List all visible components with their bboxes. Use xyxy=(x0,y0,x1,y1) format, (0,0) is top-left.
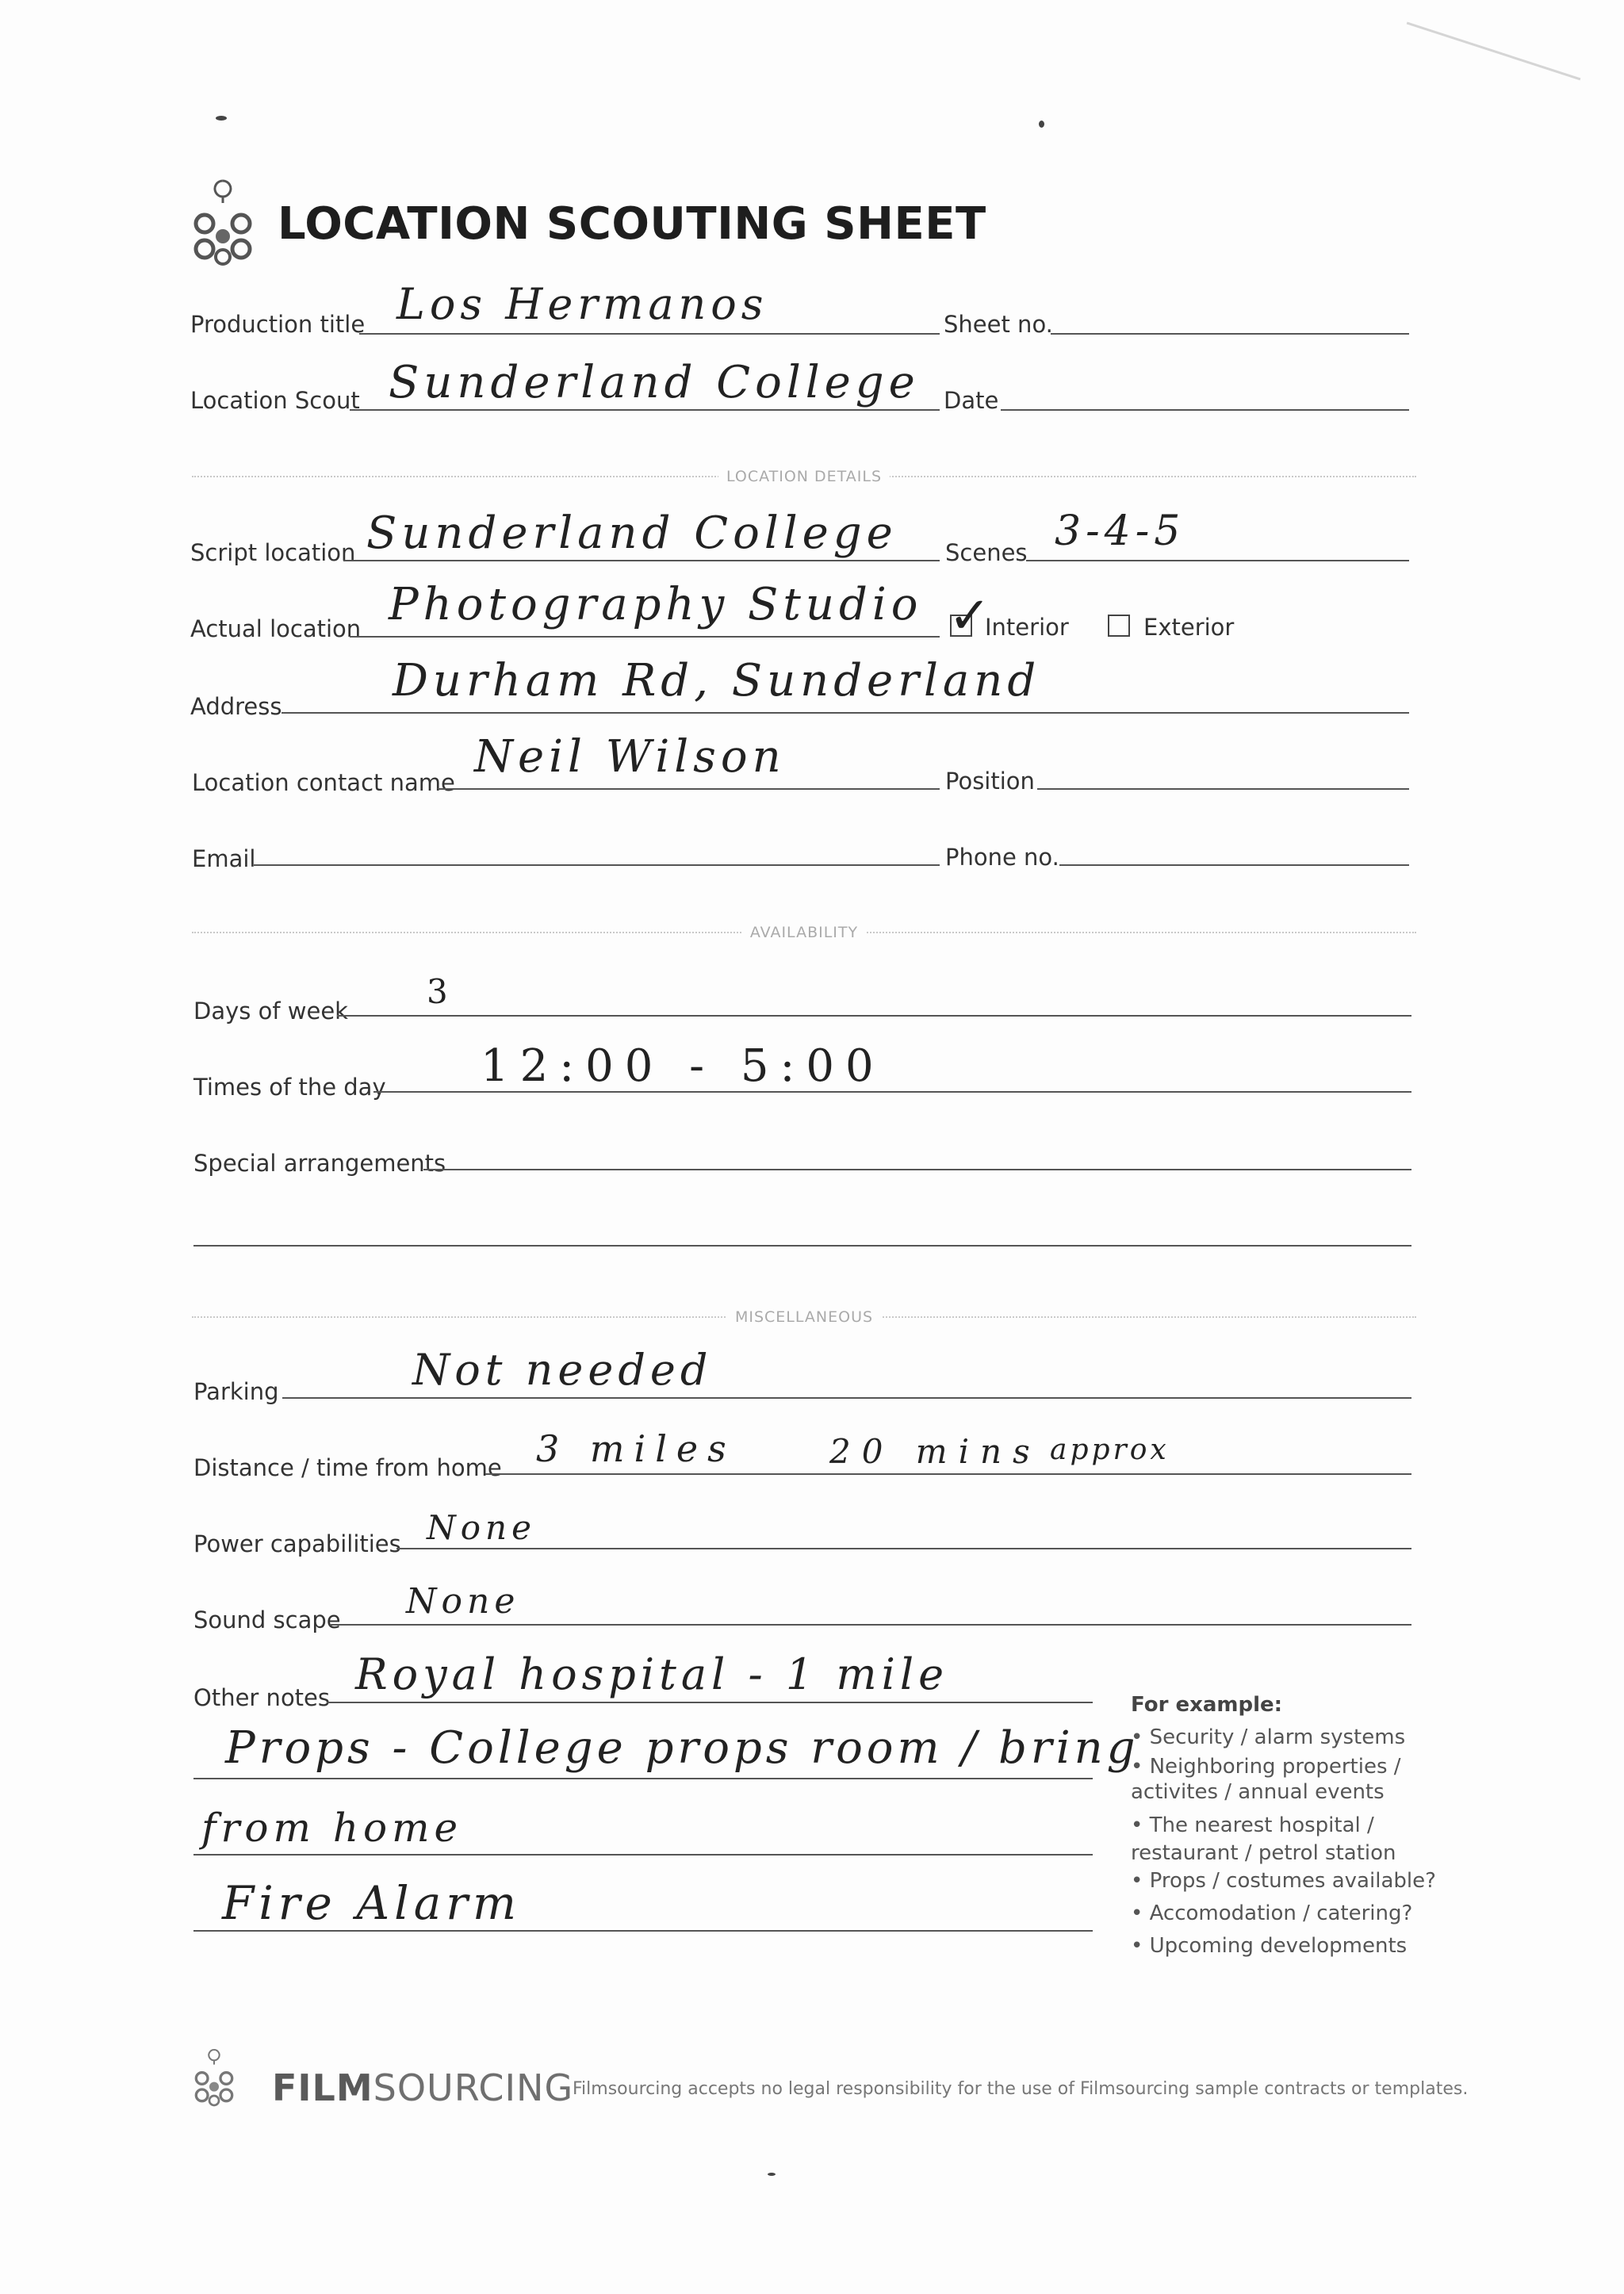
soundscape-label: Sound scape xyxy=(193,1607,341,1633)
date-label: Date xyxy=(944,387,999,414)
footer-brand xyxy=(272,2066,573,2109)
other-notes-line-4-value[interactable]: Fire Alarm xyxy=(222,1876,522,1930)
days-of-week-value[interactable]: 3 xyxy=(427,972,453,1011)
actual-location-value[interactable]: Photography Studio xyxy=(389,579,923,630)
sheet-no-label: Sheet no. xyxy=(944,311,1053,338)
section-title-availability: AVAILABILITY xyxy=(742,924,866,941)
date-line[interactable] xyxy=(1001,409,1409,411)
script-location-value[interactable]: Sunderland College xyxy=(366,507,898,559)
production-title-value[interactable]: Los Hermanos xyxy=(396,279,768,329)
examples-item: • Neighboring properties / xyxy=(1131,1755,1401,1779)
position-label: Position xyxy=(945,768,1035,795)
sheet-no-line[interactable] xyxy=(1051,333,1409,335)
address-line xyxy=(282,712,1409,714)
examples-item: • Accomodation / catering? xyxy=(1131,1901,1413,1925)
parking-line xyxy=(282,1397,1411,1399)
other-notes-line-2-value[interactable]: Props - College props room / bring xyxy=(225,1722,1139,1774)
address-label: Address xyxy=(190,693,282,720)
phone-label: Phone no. xyxy=(945,844,1059,871)
production-title-label: Production title xyxy=(190,311,366,338)
footer-logo-icon xyxy=(190,2044,238,2112)
other-notes-line-3-value[interactable]: from home xyxy=(201,1805,463,1851)
production-title-line xyxy=(359,333,940,335)
special-arrangements-label: Special arrangements xyxy=(193,1150,446,1177)
days-of-week-line xyxy=(337,1015,1411,1017)
parking-label: Parking xyxy=(193,1378,279,1405)
distance-miles-value[interactable]: 3 miles xyxy=(536,1427,736,1470)
scenes-line xyxy=(1026,560,1409,561)
other-notes-label: Other notes xyxy=(193,1684,331,1711)
section-divider-location-details xyxy=(192,468,1416,485)
contact-name-value[interactable]: Neil Wilson xyxy=(474,731,786,783)
address-value[interactable]: Durham Rd, Sunderland xyxy=(393,655,1041,707)
page-title: LOCATION SCOUTING SHEET xyxy=(278,198,986,250)
special-arrangements-line[interactable] xyxy=(423,1169,1411,1170)
section-title-location-details: LOCATION DETAILS xyxy=(718,468,890,485)
examples-item: • Security / alarm systems xyxy=(1131,1725,1406,1749)
other-notes-line-4 xyxy=(193,1930,1093,1932)
exterior-checkbox[interactable] xyxy=(1108,615,1130,637)
examples-item: activites / annual events xyxy=(1131,1780,1385,1804)
power-value[interactable]: None xyxy=(427,1508,536,1547)
exterior-label: Exterior xyxy=(1143,614,1235,641)
section-title-miscellaneous: MISCELLANEOUS xyxy=(727,1308,881,1326)
script-location-label: Script location xyxy=(190,539,356,566)
scenes-label: Scenes xyxy=(945,539,1028,566)
email-label: Email xyxy=(192,845,256,872)
contact-name-label: Location contact name xyxy=(192,769,455,796)
section-divider-availability xyxy=(192,924,1416,941)
location-scout-label: Location Scout xyxy=(190,387,360,414)
interior-check-mark: ✓ xyxy=(948,587,991,645)
times-of-day-label: Times of the day xyxy=(193,1074,386,1101)
other-notes-line-1 xyxy=(327,1702,1093,1703)
email-line[interactable] xyxy=(254,864,940,866)
distance-label: Distance / time from home xyxy=(193,1454,502,1481)
power-label: Power capabilities xyxy=(193,1530,401,1557)
location-scout-line xyxy=(350,409,940,411)
examples-title: For example: xyxy=(1131,1693,1283,1717)
section-divider-miscellaneous xyxy=(192,1308,1416,1326)
location-scout-value[interactable]: Sunderland College xyxy=(389,357,920,408)
footer-disclaimer: Filmsourcing accepts no legal responsibility for the use of Filmsourcing sample contracts or templates. xyxy=(573,2079,1469,2099)
examples-item: restaurant / petrol station xyxy=(1131,1841,1396,1865)
times-of-day-value[interactable]: 12:00 - 5:00 xyxy=(481,1040,885,1092)
parking-value[interactable]: Not needed xyxy=(412,1345,713,1395)
contact-name-line xyxy=(438,788,940,790)
distance-approx-value[interactable]: approx xyxy=(1050,1434,1170,1466)
scan-speck xyxy=(768,2173,776,2176)
distance-mins-value[interactable]: 20 mins xyxy=(829,1432,1041,1471)
other-notes-line-1-value[interactable]: Royal hospital - 1 mile xyxy=(355,1649,949,1699)
power-line xyxy=(396,1548,1411,1549)
footer-brand-bold: FILM xyxy=(272,2066,373,2109)
scenes-value[interactable]: 3-4-5 xyxy=(1055,507,1185,555)
examples-item: • Props / costumes available? xyxy=(1131,1869,1436,1893)
phone-line[interactable] xyxy=(1059,864,1409,866)
examples-item: • Upcoming developments xyxy=(1131,1934,1408,1958)
actual-location-line xyxy=(350,636,940,638)
distance-line xyxy=(485,1473,1411,1475)
soundscape-value[interactable]: None xyxy=(406,1581,520,1622)
actual-location-label: Actual location xyxy=(190,615,362,642)
interior-label: Interior xyxy=(985,614,1069,641)
special-arrangements-line-2[interactable] xyxy=(193,1245,1411,1247)
position-line[interactable] xyxy=(1037,788,1409,790)
scan-speck xyxy=(1039,121,1044,128)
examples-item: • The nearest hospital / xyxy=(1131,1813,1374,1837)
paper-fold-mark xyxy=(1377,21,1581,170)
days-of-week-label: Days of week xyxy=(193,998,348,1024)
filmsourcing-logo-icon xyxy=(187,174,259,270)
soundscape-line xyxy=(330,1624,1411,1626)
other-notes-line-2 xyxy=(193,1778,1093,1779)
scan-speck xyxy=(216,116,227,121)
script-location-line xyxy=(343,560,940,561)
other-notes-line-3 xyxy=(193,1854,1093,1855)
footer-brand-light: SOURCING xyxy=(373,2066,574,2109)
examples-panel xyxy=(1131,1689,1436,1963)
